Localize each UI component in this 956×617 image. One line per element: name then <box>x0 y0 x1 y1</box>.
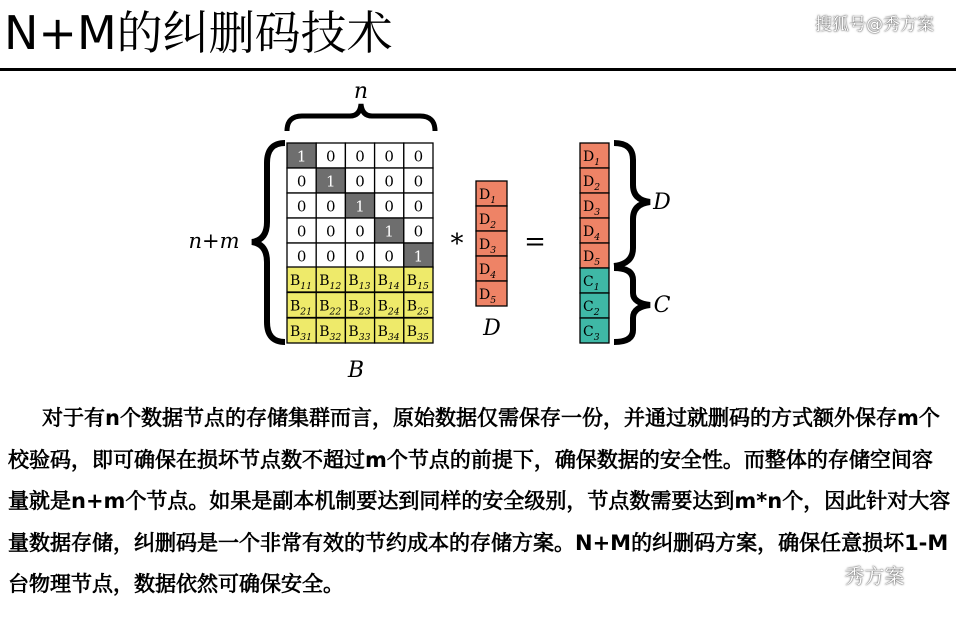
coding-cell <box>316 318 345 343</box>
svg-text:0: 0 <box>355 147 365 166</box>
identity-cell <box>345 243 374 268</box>
svg-text:0: 0 <box>296 222 307 241</box>
identity-cell <box>316 218 345 243</box>
watermark-bottom <box>812 560 904 589</box>
identity-cell <box>316 193 345 218</box>
coding-cell <box>287 267 316 292</box>
svg-text:B13: $B_{13}$ <box>348 273 371 292</box>
svg-text:B11: $B_{11}$ <box>290 273 313 292</box>
data-vector <box>476 181 507 306</box>
svg-text:1: 1 <box>326 172 336 191</box>
svg-text:D2: $D_2$ <box>479 212 497 231</box>
erasure-code-diagram <box>0 75 956 395</box>
data-vector-cell <box>476 231 507 256</box>
svg-text:0: 0 <box>296 172 307 191</box>
svg-text:0: 0 <box>384 147 394 166</box>
svg-text:D5: $D_5$ <box>479 287 497 306</box>
svg-text:B22: $B_{22}$ <box>319 298 342 318</box>
svg-text:B34: $B_{34}$ <box>377 324 400 343</box>
svg-text:0: 0 <box>384 172 394 191</box>
data-vector-cell <box>476 181 507 206</box>
identity-cell <box>375 218 404 243</box>
data-vector-cell <box>476 281 507 306</box>
svg-text:0: 0 <box>355 222 365 241</box>
identity-cell <box>404 193 433 218</box>
coding-cell <box>345 318 374 343</box>
svg-text:B12: $B_{12}$ <box>319 273 342 292</box>
identity-cell <box>345 193 374 218</box>
svg-text:B25: $B_{25}$ <box>406 298 429 318</box>
result-parity-cell <box>580 268 609 293</box>
identity-cell <box>345 143 374 168</box>
encoding-matrix <box>287 143 433 343</box>
coding-cell <box>345 267 374 292</box>
result-data-cell <box>580 143 609 168</box>
svg-text:B23: $B_{23}$ <box>348 298 371 318</box>
svg-text:0: 0 <box>413 197 424 216</box>
identity-cell <box>316 168 345 193</box>
multiply-symbol: * <box>450 229 464 259</box>
coding-cell <box>375 318 404 343</box>
svg-text:0: 0 <box>355 247 365 266</box>
svg-text:1: 1 <box>384 222 394 241</box>
coding-cell <box>316 293 345 318</box>
svg-text:B21: $B_{21}$ <box>290 298 313 318</box>
svg-text:0: 0 <box>326 197 336 216</box>
svg-text:B24: $B_{24}$ <box>377 298 400 318</box>
coding-cell <box>287 318 316 343</box>
identity-cell <box>404 218 433 243</box>
identity-cell <box>404 243 433 268</box>
svg-text:0: 0 <box>355 172 365 191</box>
svg-text:0: 0 <box>384 197 394 216</box>
svg-text:D3: $D_3$ <box>583 199 601 218</box>
coding-cell <box>404 267 433 292</box>
identity-cell <box>375 243 404 268</box>
coding-cell <box>287 293 316 318</box>
svg-text:1: 1 <box>355 197 365 216</box>
label-nm: n+m <box>188 229 240 253</box>
n-brace <box>287 104 435 131</box>
watermark-top: 搜狐号@秀方案 <box>815 15 934 35</box>
svg-text:B33: $B_{33}$ <box>348 324 371 343</box>
identity-cell <box>345 168 374 193</box>
svg-text:C3: $C_3$ <box>583 324 600 343</box>
svg-text:1: 1 <box>413 247 424 266</box>
svg-text:D1: $D_1$ <box>583 149 601 168</box>
nm-brace <box>252 143 285 342</box>
description-paragraph: 对于有n个数据节点的存储集群而言，原始数据仅需保存一份，并通过就删码的方式额外保存m个校验码，即可确保在损坏节点数不超过m个节点的前提下，确保数据的安全性。而整体的存储空间容量就是n+m个节点。如果是副本机制要达到同样的安全级别，节点数需要达到m*n个，因此针对大容量数据存储，纠删码是一个非常有效的节约成本的存储方案。N+M的纠删码方案，确保任意损坏1-M台物理节点，数据依然可确保安全。 <box>8 406 951 596</box>
identity-cell <box>404 143 433 168</box>
identity-cell <box>375 143 404 168</box>
svg-text:D2: $D_2$ <box>583 174 601 193</box>
svg-text:0: 0 <box>326 222 336 241</box>
svg-text:B32: $B_{32}$ <box>319 324 342 343</box>
svg-text:D4: $D_4$ <box>479 262 497 281</box>
c-brace <box>614 268 650 342</box>
svg-text:0: 0 <box>326 247 336 266</box>
svg-text:B35: $B_{35}$ <box>406 324 429 343</box>
identity-cell <box>287 193 316 218</box>
svg-text:0: 0 <box>296 247 307 266</box>
coding-cell <box>375 293 404 318</box>
svg-text:C2: $C_2$ <box>583 299 600 318</box>
svg-text:B31: $B_{31}$ <box>290 324 313 343</box>
watermark-bottom-text: 秀方案 <box>844 564 905 588</box>
data-vector-cell <box>476 206 507 231</box>
coding-cell <box>375 267 404 292</box>
result-parity-cell <box>580 293 609 318</box>
equals-symbol: = <box>524 227 546 257</box>
label-C-brace: C <box>653 293 671 318</box>
page-title: N+M的纠删码技术 <box>4 6 393 60</box>
identity-cell <box>375 168 404 193</box>
identity-cell <box>287 168 316 193</box>
result-data-cell <box>580 218 609 243</box>
svg-text:D4: $D_4$ <box>583 224 601 243</box>
coding-cell <box>404 293 433 318</box>
coding-cell <box>316 267 345 292</box>
identity-cell <box>287 143 316 168</box>
svg-text:0: 0 <box>413 147 424 166</box>
data-vector-cell <box>476 256 507 281</box>
svg-text:D3: $D_3$ <box>479 237 497 256</box>
label-D-brace: D <box>653 190 671 215</box>
label-n: n <box>353 79 369 104</box>
svg-text:B14: $B_{14}$ <box>377 273 400 292</box>
svg-text:D5: $D_5$ <box>583 249 601 268</box>
svg-text:D1: $D_1$ <box>479 187 497 206</box>
identity-cell <box>404 168 433 193</box>
identity-cell <box>375 193 404 218</box>
result-data-cell <box>580 168 609 193</box>
svg-text:C1: $C_1$ <box>583 274 600 293</box>
wechat-icon <box>812 568 838 588</box>
identity-cell <box>316 143 345 168</box>
result-vector <box>580 143 609 343</box>
identity-cell <box>316 243 345 268</box>
identity-cell <box>287 218 316 243</box>
result-data-cell <box>580 193 609 218</box>
coding-cell <box>404 318 433 343</box>
identity-cell <box>287 243 316 268</box>
label-D-under: D <box>483 316 501 341</box>
result-data-cell <box>580 243 609 268</box>
svg-text:B15: $B_{15}$ <box>406 273 429 292</box>
svg-text:1: 1 <box>296 147 307 166</box>
svg-text:0: 0 <box>296 197 307 216</box>
coding-cell <box>345 293 374 318</box>
label-B: B <box>347 358 365 383</box>
title-divider <box>0 68 956 71</box>
svg-text:0: 0 <box>384 247 394 266</box>
result-parity-cell <box>580 318 609 343</box>
d-brace <box>614 143 650 266</box>
svg-text:0: 0 <box>413 172 424 191</box>
svg-text:0: 0 <box>413 222 424 241</box>
identity-cell <box>345 218 374 243</box>
svg-text:0: 0 <box>326 147 336 166</box>
